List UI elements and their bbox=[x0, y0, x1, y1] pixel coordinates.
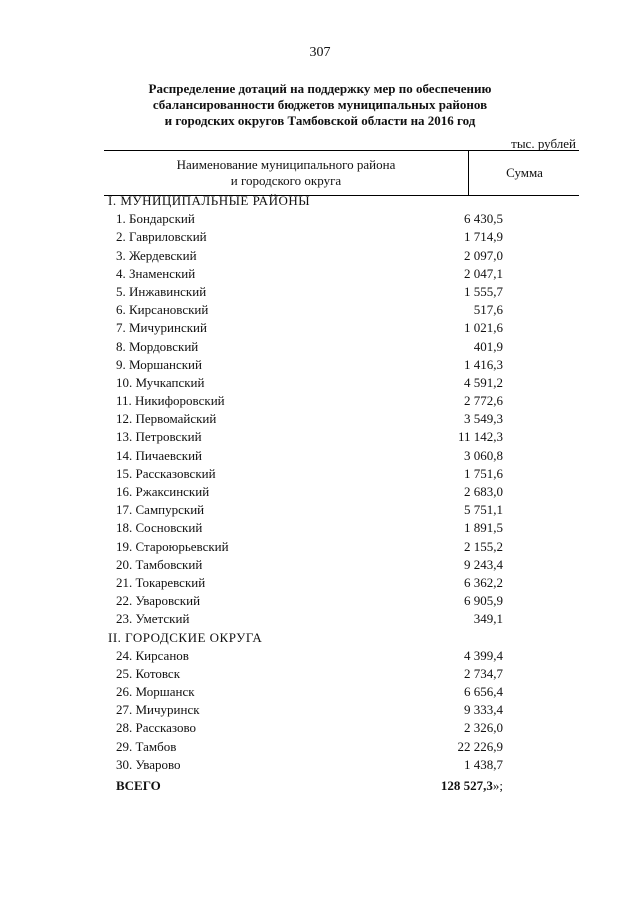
row-value: 6 905,9 bbox=[464, 593, 503, 609]
table-row bbox=[104, 483, 579, 501]
row-value: 1 555,7 bbox=[464, 283, 503, 299]
table-row bbox=[104, 574, 579, 592]
row-value: 401,9 bbox=[473, 338, 503, 354]
units-label: тыс. рублей bbox=[511, 136, 576, 151]
table-row bbox=[104, 374, 579, 392]
row-value: 3 549,3 bbox=[464, 411, 503, 427]
row-value: 1 891,5 bbox=[464, 520, 503, 536]
section-heading-districts bbox=[104, 192, 579, 210]
table-row bbox=[104, 356, 579, 374]
table-row bbox=[104, 683, 579, 701]
row-label: 3. Жердевский bbox=[116, 247, 197, 263]
row-value: 1 751,6 bbox=[464, 465, 503, 481]
row-label: 11. Никифоровский bbox=[116, 393, 225, 409]
row-value: 2 326,0 bbox=[464, 720, 503, 736]
table-row bbox=[104, 538, 579, 556]
total-label: ВСЕГО bbox=[116, 778, 161, 793]
row-value: 6 430,5 bbox=[464, 211, 503, 227]
row-value: 11 142,3 bbox=[457, 429, 503, 445]
table-row bbox=[104, 447, 579, 465]
row-value: 2 772,6 bbox=[464, 393, 503, 409]
row-label: 21. Токаревский bbox=[116, 574, 206, 590]
row-label: 9. Моршанский bbox=[116, 356, 202, 372]
table-row bbox=[104, 592, 579, 610]
city-list bbox=[104, 647, 579, 774]
table-row bbox=[104, 501, 579, 519]
row-label: 18. Сосновский bbox=[116, 520, 203, 536]
table-row bbox=[104, 665, 579, 683]
table-row bbox=[104, 647, 579, 665]
table-row bbox=[104, 265, 579, 283]
table-row bbox=[104, 410, 579, 428]
row-label: 4. Знаменский bbox=[116, 265, 196, 281]
section-label: I. МУНИЦИПАЛЬНЫЕ РАЙОНЫ bbox=[108, 193, 311, 208]
row-value: 3 060,8 bbox=[464, 447, 503, 463]
row-value: 1 021,6 bbox=[464, 320, 503, 336]
row-label: 2. Гавриловский bbox=[116, 229, 207, 245]
row-value: 9 333,4 bbox=[464, 702, 503, 718]
row-value: 2 155,2 bbox=[464, 538, 503, 554]
column-header-name-line-1: Наименование муниципального района bbox=[176, 157, 396, 172]
district-list bbox=[104, 210, 579, 628]
row-value: 517,6 bbox=[473, 302, 503, 318]
table-row bbox=[104, 719, 579, 737]
table-row bbox=[104, 283, 579, 301]
document-title bbox=[0, 81, 640, 129]
column-header-sum: Сумма bbox=[468, 151, 580, 195]
row-value: 1 714,9 bbox=[464, 229, 503, 245]
row-label: 16. Ржаксинский bbox=[116, 484, 210, 499]
total-row bbox=[104, 777, 579, 795]
row-value: 4 399,4 bbox=[464, 647, 503, 663]
row-value: 1 416,3 bbox=[464, 356, 503, 372]
row-value: 6 362,2 bbox=[464, 574, 503, 590]
table-row bbox=[104, 610, 579, 628]
page-number: 307 bbox=[309, 45, 331, 60]
row-value: 2 097,0 bbox=[464, 247, 503, 263]
section-heading-cities bbox=[104, 629, 579, 647]
column-header-name-line-2: и городского округа bbox=[230, 173, 342, 188]
row-label: 25. Котовск bbox=[116, 665, 181, 681]
table-row bbox=[104, 338, 579, 356]
row-label: 23. Уметский bbox=[116, 611, 190, 627]
row-label: 8. Мордовский bbox=[116, 338, 199, 354]
section-label: II. ГОРОДСКИЕ ОКРУГА bbox=[108, 629, 263, 645]
row-label: 26. Моршанск bbox=[116, 684, 195, 700]
table-row bbox=[104, 210, 579, 228]
row-value: 6 656,4 bbox=[464, 684, 503, 700]
title-line-2: сбалансированности бюджетов муниципальных районов bbox=[152, 97, 488, 112]
row-value: 349,1 bbox=[473, 611, 503, 627]
table-row bbox=[104, 556, 579, 574]
total-amount: 128 527,3 bbox=[440, 778, 493, 793]
table-row bbox=[104, 247, 579, 265]
row-label: 17. Сампурский bbox=[116, 502, 205, 518]
table-row bbox=[104, 738, 579, 756]
table-row bbox=[104, 319, 579, 337]
row-label: 22. Уваровский bbox=[116, 593, 201, 609]
row-label: 7. Мичуринский bbox=[116, 320, 207, 336]
row-label: 10. Мучкапский bbox=[116, 374, 205, 390]
table-header bbox=[104, 150, 579, 196]
row-label: 14. Пичаевский bbox=[116, 447, 202, 463]
table-row bbox=[104, 519, 579, 537]
row-label: 1. Бондарский bbox=[116, 211, 195, 227]
row-label: 15. Рассказовский bbox=[116, 465, 216, 481]
total-value bbox=[441, 778, 503, 794]
row-label: 20. Тамбовский bbox=[116, 556, 203, 572]
row-label: 24. Кирсанов bbox=[116, 647, 189, 663]
row-value: 22 226,9 bbox=[457, 738, 503, 754]
row-label: 27. Мичуринск bbox=[116, 702, 200, 718]
table-row bbox=[104, 701, 579, 719]
table-row bbox=[104, 465, 579, 483]
table-row bbox=[104, 756, 579, 774]
title-line-1: Распределение дотаций на поддержку мер по обеспечению bbox=[148, 81, 492, 96]
row-value: 4 591,2 bbox=[464, 374, 503, 390]
row-label: 19. Староюрьевский bbox=[116, 538, 229, 554]
table-body bbox=[104, 192, 579, 795]
row-value: 5 751,1 bbox=[464, 502, 503, 518]
table-row bbox=[104, 392, 579, 410]
row-label: 28. Рассказово bbox=[116, 720, 197, 736]
row-value: 1 438,7 bbox=[464, 756, 503, 772]
row-value: 2 047,1 bbox=[464, 265, 503, 281]
row-value: 2 734,7 bbox=[464, 665, 503, 681]
table-row bbox=[104, 228, 579, 246]
row-label: 5. Инжавинский bbox=[116, 283, 207, 299]
total-suffix: »; bbox=[492, 778, 503, 793]
row-label: 13. Петровский bbox=[116, 429, 202, 445]
row-label: 12. Первомайский bbox=[116, 411, 217, 427]
row-label: 30. Уварово bbox=[116, 756, 181, 772]
title-line-3: и городских округов Тамбовской области на 2016 год bbox=[164, 113, 476, 128]
row-label: 6. Кирсановский bbox=[116, 302, 209, 318]
table-row bbox=[104, 301, 579, 319]
row-value: 2 683,0 bbox=[464, 484, 503, 499]
table-row bbox=[104, 428, 579, 446]
column-header-name bbox=[104, 151, 468, 195]
row-label: 29. Тамбов bbox=[116, 738, 177, 754]
row-value: 9 243,4 bbox=[464, 556, 503, 572]
